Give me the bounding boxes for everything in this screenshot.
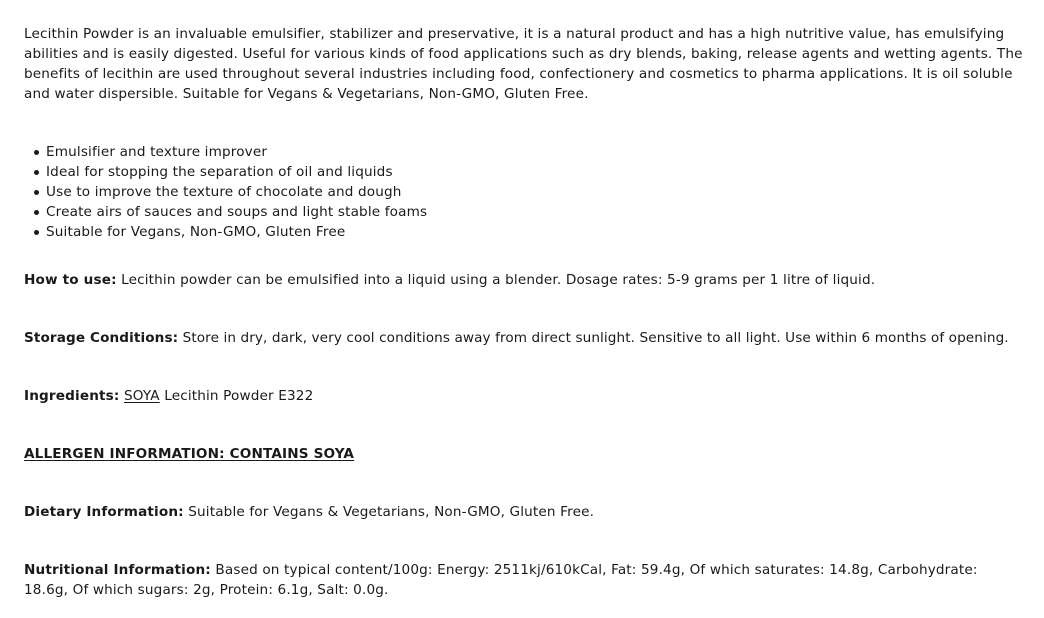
allergen-section bbox=[24, 444, 1024, 464]
list-item: Create airs of sauces and soups and light stable foams bbox=[34, 202, 1024, 222]
list-item: Ideal for stopping the separation of oil and liquids bbox=[34, 162, 1024, 182]
storage-text: Store in dry, dark, very cool conditions away from direct sunlight. Sensitive to all light. Use within 6 months of opening. bbox=[178, 330, 1009, 346]
ingredients-allergen-word: SOYA bbox=[124, 388, 160, 404]
ingredients-text: Lecithin Powder E322 bbox=[159, 388, 314, 404]
intro-paragraph: Lecithin Powder is an invaluable emulsifier, stabilizer and preservative, it is a natural product and has a high nutritive value, has emulsifying abilities and is easily digested. Useful for various kinds of food applications such as dry blends, baking, release agents and wetting agents. The benefits of lecithin are used throughout several industries including food, confectionery and cosmetics to pharma applications. It is oil soluble and water dispersible. Suitable for Vegans & Vegetarians, Non-GMO, Gluten Free. bbox=[24, 26, 1023, 102]
ingredients-section bbox=[24, 386, 1024, 406]
list-item: Emulsifier and texture improver bbox=[34, 142, 1024, 162]
nutrition-text: Based on typical content/100g: Energy: 2511kj/610kCal, Fat: 59.4g, Of which saturates: 14.8g, Carbohydrate: 18.6g, Of which sugars: 2g, Protein: 6.1g, Salt: 0.0g. bbox=[24, 562, 978, 598]
allergen-text: ALLERGEN INFORMATION: CONTAINS SOYA bbox=[24, 446, 355, 462]
how-to-use-text: Lecithin powder can be emulsified into a liquid using a blender. Dosage rates: 5-9 grams per 1 litre of liquid. bbox=[116, 272, 876, 288]
product-description bbox=[24, 24, 1024, 600]
how-to-use-section bbox=[24, 270, 1024, 290]
dietary-section bbox=[24, 502, 1024, 522]
nutrition-section bbox=[24, 560, 1024, 600]
list-item: Suitable for Vegans, Non-GMO, Gluten Free bbox=[34, 222, 1024, 242]
dietary-text: Suitable for Vegans & Vegetarians, Non-GMO, Gluten Free. bbox=[183, 504, 595, 520]
ingredients-label: Ingredients: bbox=[24, 388, 120, 404]
how-to-use-label: How to use: bbox=[24, 272, 117, 288]
nutrition-label: Nutritional Information: bbox=[24, 562, 211, 578]
feature-list bbox=[24, 142, 1024, 242]
list-item: Use to improve the texture of chocolate and dough bbox=[34, 182, 1024, 202]
dietary-label: Dietary Information: bbox=[24, 504, 184, 520]
storage-section bbox=[24, 328, 1024, 348]
storage-label: Storage Conditions: bbox=[24, 330, 179, 346]
